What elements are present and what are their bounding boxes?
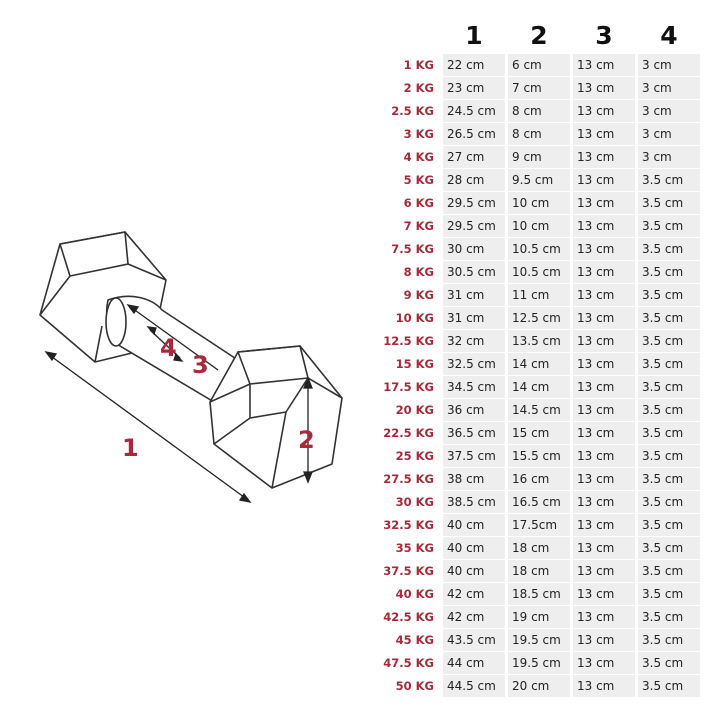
weight-label: 47.5 KG (383, 656, 434, 670)
table-cell-dimension-2: 19.5 cm (508, 629, 570, 651)
table-row (368, 284, 702, 306)
table-cell-dimension-2: 8 cm (508, 100, 570, 122)
table-row (368, 146, 702, 168)
weight-label: 4 KG (403, 150, 434, 164)
table-cell-dimension-1: 40 cm (443, 560, 505, 582)
table-row (368, 606, 702, 628)
table-cell-dimension-4: 3.5 cm (638, 169, 700, 191)
table-cell-dimension-1: 37.5 cm (443, 445, 505, 467)
table-cell-dimension-3: 13 cm (573, 215, 635, 237)
weight-label: 42.5 KG (383, 610, 434, 624)
table-cell-dimension-3: 13 cm (573, 583, 635, 605)
table-cell-dimension-2: 14 cm (508, 353, 570, 375)
weight-label: 32.5 KG (383, 518, 434, 532)
weight-label: 2 KG (403, 81, 434, 95)
table-cell-dimension-2: 12.5 cm (508, 307, 570, 329)
table-cell-dimension-2: 6 cm (508, 54, 570, 76)
table-cell-dimension-1: 44 cm (443, 652, 505, 674)
table-cell-dimension-3: 13 cm (573, 537, 635, 559)
weight-label: 27.5 KG (383, 472, 434, 486)
table-row (368, 491, 702, 513)
table-cell-dimension-4: 3.5 cm (638, 537, 700, 559)
weight-label: 22.5 KG (383, 426, 434, 440)
table-cell-dimension-2: 11 cm (508, 284, 570, 306)
table-cell-dimension-2: 15 cm (508, 422, 570, 444)
table-cell-dimension-4: 3 cm (638, 54, 700, 76)
table-cell-dimension-1: 24.5 cm (443, 100, 505, 122)
weight-label: 5 KG (403, 173, 434, 187)
table-cell-dimension-3: 13 cm (573, 514, 635, 536)
table-cell-dimension-4: 3 cm (638, 77, 700, 99)
table-cell-dimension-4: 3 cm (638, 146, 700, 168)
table-cell-dimension-2: 9.5 cm (508, 169, 570, 191)
table-row (368, 261, 702, 283)
table-cell-dimension-1: 31 cm (443, 307, 505, 329)
table-cell-dimension-3: 13 cm (573, 560, 635, 582)
table-cell-dimension-2: 15.5 cm (508, 445, 570, 467)
table-cell-dimension-1: 38 cm (443, 468, 505, 490)
table-row (368, 376, 702, 398)
weight-label: 35 KG (395, 541, 434, 555)
table-row (368, 560, 702, 582)
table-cell-dimension-2: 20 cm (508, 675, 570, 697)
table-cell-dimension-1: 40 cm (443, 514, 505, 536)
table-cell-dimension-4: 3.5 cm (638, 284, 700, 306)
table-row (368, 215, 702, 237)
weight-label: 1 KG (403, 58, 434, 72)
table-cell-dimension-2: 10 cm (508, 192, 570, 214)
header-spacer (368, 22, 440, 54)
table-row (368, 652, 702, 674)
right-hex-head (210, 346, 342, 488)
table-row (368, 399, 702, 421)
table-cell-dimension-2: 10.5 cm (508, 238, 570, 260)
table-cell-dimension-1: 42 cm (443, 583, 505, 605)
table-row (368, 238, 702, 260)
weight-label: 50 KG (395, 679, 434, 693)
table-cell-dimension-3: 13 cm (573, 330, 635, 352)
table-cell-dimension-1: 32.5 cm (443, 353, 505, 375)
table-cell-dimension-4: 3.5 cm (638, 353, 700, 375)
table-cell-dimension-4: 3.5 cm (638, 330, 700, 352)
table-row (368, 514, 702, 536)
table-row (368, 192, 702, 214)
weight-label: 25 KG (395, 449, 434, 463)
table-cell-dimension-1: 42 cm (443, 606, 505, 628)
table-cell-dimension-1: 40 cm (443, 537, 505, 559)
table-cell-dimension-1: 28 cm (443, 169, 505, 191)
table-cell-dimension-4: 3.5 cm (638, 468, 700, 490)
table-cell-dimension-4: 3.5 cm (638, 491, 700, 513)
table-cell-dimension-2: 18 cm (508, 560, 570, 582)
table-cell-dimension-1: 26.5 cm (443, 123, 505, 145)
table-cell-dimension-1: 36 cm (443, 399, 505, 421)
label-dimension-3: 3 (192, 351, 209, 379)
table-cell-dimension-2: 14.5 cm (508, 399, 570, 421)
table-cell-dimension-4: 3.5 cm (638, 307, 700, 329)
table-cell-dimension-4: 3.5 cm (638, 376, 700, 398)
weight-label: 8 KG (403, 265, 434, 279)
table-cell-dimension-2: 18 cm (508, 537, 570, 559)
table-cell-dimension-3: 13 cm (573, 652, 635, 674)
column-header-2: 2 (530, 21, 548, 50)
weight-label: 15 KG (395, 357, 434, 371)
table-cell-dimension-2: 17.5cm (508, 514, 570, 536)
table-cell-dimension-3: 13 cm (573, 284, 635, 306)
table-cell-dimension-1: 29.5 cm (443, 215, 505, 237)
table-cell-dimension-2: 10.5 cm (508, 261, 570, 283)
table-cell-dimension-1: 27 cm (443, 146, 505, 168)
weight-label: 40 KG (395, 587, 434, 601)
table-cell-dimension-4: 3.5 cm (638, 215, 700, 237)
table-body (368, 54, 702, 697)
table-row (368, 537, 702, 559)
table-cell-dimension-2: 18.5 cm (508, 583, 570, 605)
table-cell-dimension-1: 29.5 cm (443, 192, 505, 214)
table-cell-dimension-4: 3.5 cm (638, 560, 700, 582)
table-cell-dimension-2: 10 cm (508, 215, 570, 237)
weight-label: 37.5 KG (383, 564, 434, 578)
weight-label: 7 KG (403, 219, 434, 233)
table-cell-dimension-4: 3.5 cm (638, 445, 700, 467)
table-cell-dimension-4: 3 cm (638, 123, 700, 145)
table-cell-dimension-1: 36.5 cm (443, 422, 505, 444)
weight-label: 3 KG (403, 127, 434, 141)
table-cell-dimension-3: 13 cm (573, 399, 635, 421)
weight-label: 9 KG (403, 288, 434, 302)
table-cell-dimension-3: 13 cm (573, 100, 635, 122)
table-row (368, 330, 702, 352)
table-header-row (368, 22, 702, 54)
table-cell-dimension-2: 8 cm (508, 123, 570, 145)
table-row (368, 629, 702, 651)
table-row (368, 77, 702, 99)
table-row (368, 123, 702, 145)
table-cell-dimension-4: 3.5 cm (638, 261, 700, 283)
table-cell-dimension-3: 13 cm (573, 146, 635, 168)
table-cell-dimension-1: 31 cm (443, 284, 505, 306)
table-row (368, 54, 702, 76)
table-cell-dimension-3: 13 cm (573, 468, 635, 490)
table-cell-dimension-4: 3.5 cm (638, 422, 700, 444)
table-cell-dimension-2: 19 cm (508, 606, 570, 628)
table-cell-dimension-4: 3.5 cm (638, 629, 700, 651)
table-cell-dimension-4: 3.5 cm (638, 583, 700, 605)
table-cell-dimension-2: 9 cm (508, 146, 570, 168)
table-row (368, 100, 702, 122)
table-cell-dimension-4: 3.5 cm (638, 606, 700, 628)
table-cell-dimension-4: 3.5 cm (638, 514, 700, 536)
table-cell-dimension-3: 13 cm (573, 123, 635, 145)
table-row (368, 353, 702, 375)
weight-label: 30 KG (395, 495, 434, 509)
label-dimension-4: 4 (160, 334, 177, 362)
weight-label: 2.5 KG (391, 104, 434, 118)
table-cell-dimension-3: 13 cm (573, 261, 635, 283)
weight-label: 17.5 KG (383, 380, 434, 394)
table-cell-dimension-3: 13 cm (573, 169, 635, 191)
table-cell-dimension-4: 3.5 cm (638, 192, 700, 214)
table-cell-dimension-2: 13.5 cm (508, 330, 570, 352)
column-header-4: 4 (660, 21, 678, 50)
weight-label: 45 KG (395, 633, 434, 647)
table-cell-dimension-3: 13 cm (573, 238, 635, 260)
table-cell-dimension-2: 16 cm (508, 468, 570, 490)
label-dimension-1: 1 (122, 434, 139, 462)
table-cell-dimension-3: 13 cm (573, 491, 635, 513)
table-cell-dimension-4: 3.5 cm (638, 675, 700, 697)
weight-label: 12.5 KG (383, 334, 434, 348)
table-row (368, 445, 702, 467)
weight-label: 7.5 KG (391, 242, 434, 256)
weight-label: 6 KG (403, 196, 434, 210)
table-cell-dimension-1: 23 cm (443, 77, 505, 99)
table-row (368, 307, 702, 329)
table-cell-dimension-3: 13 cm (573, 307, 635, 329)
table-cell-dimension-1: 34.5 cm (443, 376, 505, 398)
table-cell-dimension-2: 16.5 cm (508, 491, 570, 513)
table-cell-dimension-1: 38.5 cm (443, 491, 505, 513)
table-cell-dimension-3: 13 cm (573, 422, 635, 444)
table-cell-dimension-3: 13 cm (573, 376, 635, 398)
table-row (368, 675, 702, 697)
weight-label: 10 KG (395, 311, 434, 325)
table-cell-dimension-1: 43.5 cm (443, 629, 505, 651)
table-cell-dimension-1: 22 cm (443, 54, 505, 76)
table-cell-dimension-3: 13 cm (573, 353, 635, 375)
table-cell-dimension-2: 14 cm (508, 376, 570, 398)
column-header-1: 1 (465, 21, 483, 50)
table-cell-dimension-3: 13 cm (573, 77, 635, 99)
table-cell-dimension-3: 13 cm (573, 54, 635, 76)
table-cell-dimension-3: 13 cm (573, 606, 635, 628)
size-table (368, 22, 702, 698)
table-cell-dimension-4: 3 cm (638, 100, 700, 122)
table-cell-dimension-3: 13 cm (573, 675, 635, 697)
table-cell-dimension-4: 3.5 cm (638, 399, 700, 421)
table-row (368, 468, 702, 490)
table-row (368, 169, 702, 191)
table-cell-dimension-4: 3.5 cm (638, 652, 700, 674)
table-cell-dimension-2: 7 cm (508, 77, 570, 99)
weight-label: 20 KG (395, 403, 434, 417)
column-header-3: 3 (595, 21, 613, 50)
table-cell-dimension-2: 19.5 cm (508, 652, 570, 674)
table-row (368, 422, 702, 444)
table-cell-dimension-3: 13 cm (573, 445, 635, 467)
table-cell-dimension-1: 30 cm (443, 238, 505, 260)
table-cell-dimension-3: 13 cm (573, 629, 635, 651)
label-dimension-2: 2 (298, 426, 315, 454)
table-cell-dimension-1: 32 cm (443, 330, 505, 352)
table-cell-dimension-3: 13 cm (573, 192, 635, 214)
table-cell-dimension-4: 3.5 cm (638, 238, 700, 260)
table-cell-dimension-1: 44.5 cm (443, 675, 505, 697)
table-cell-dimension-1: 30.5 cm (443, 261, 505, 283)
table-row (368, 583, 702, 605)
